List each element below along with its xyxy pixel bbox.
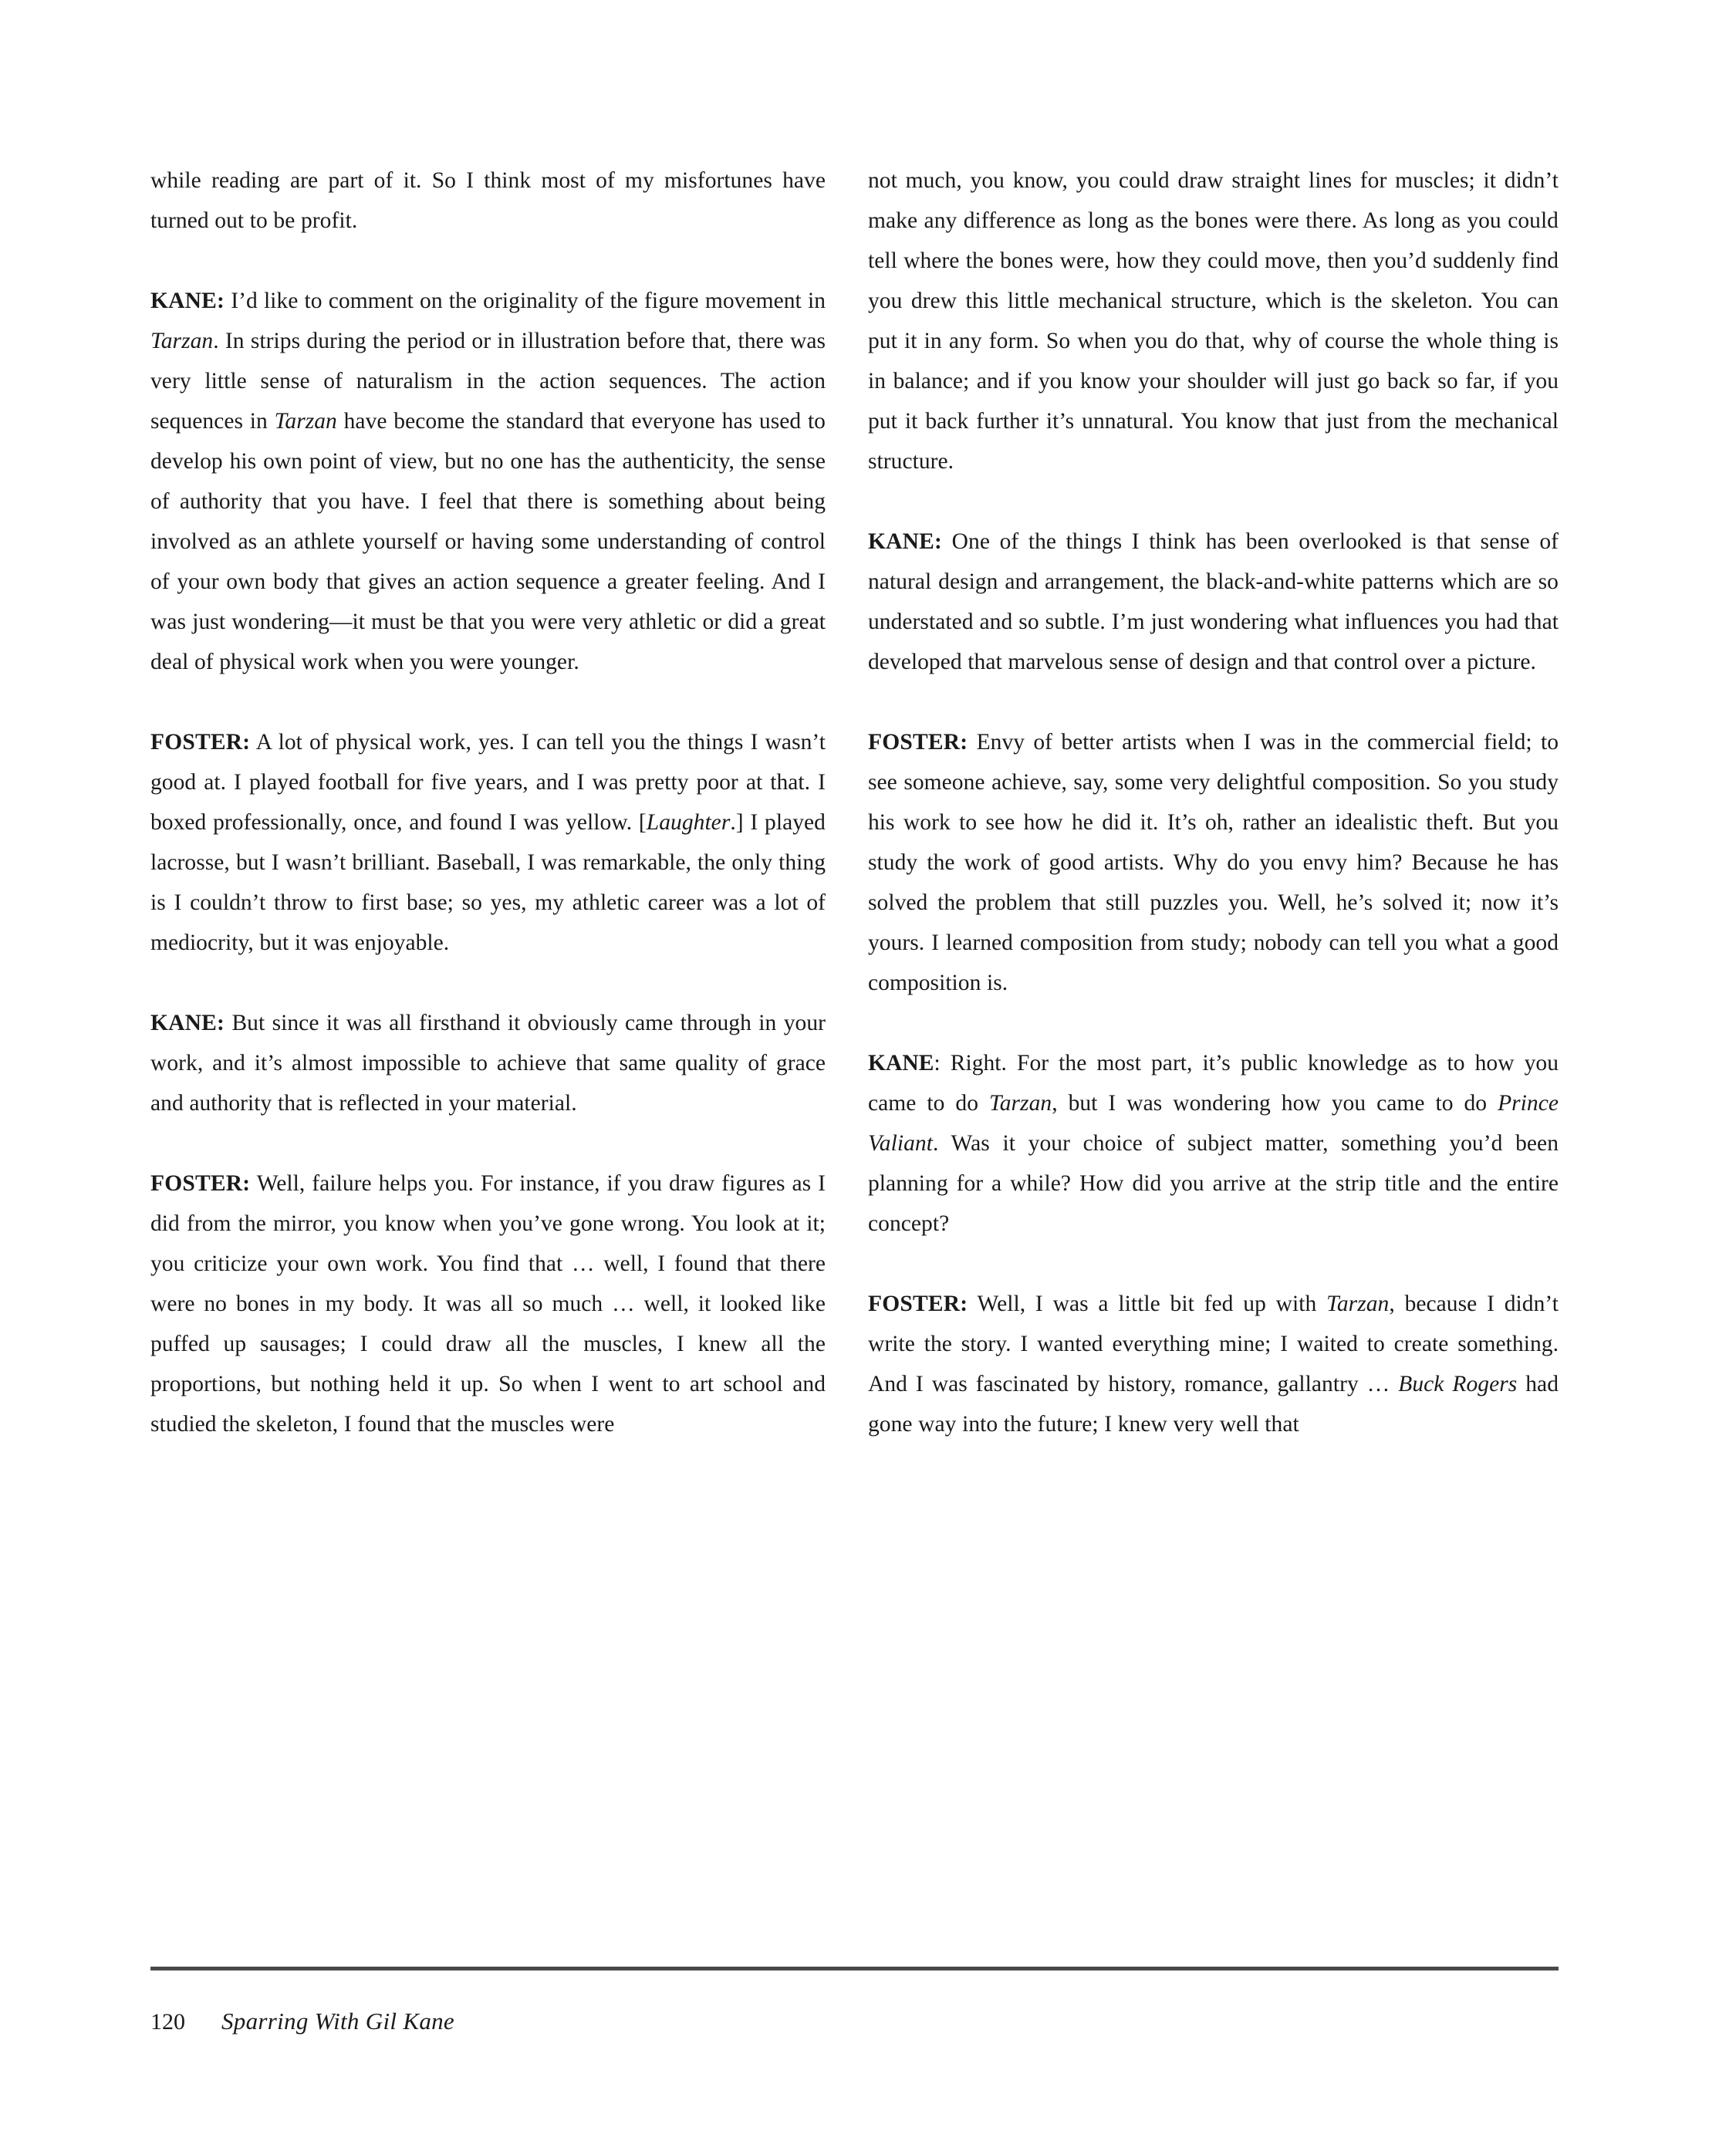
body-text: , but I was wondering how you came to do [1052, 1091, 1498, 1116]
page-footer [150, 2006, 1559, 2038]
body-text: , because I didn’t write the story. I wanted everything mine; I waited to create something. And I was fascinated by history, romance, gallantry … [868, 1292, 1559, 1396]
speaker-label: FOSTER: [150, 1171, 251, 1196]
footer-divider-rule [150, 1967, 1559, 1970]
italic-title: Tarzan [274, 409, 337, 434]
body-text: A lot of physical work, yes. I can tell you the things I wasn’t good at. I played football for five years, and I was pretty poor at that. I boxed professionally, once, and found I was yellow. [ [150, 730, 826, 835]
body-text: have become the standard that everyone has used to develop his own point of view, but no one has the authenticity, the sense of authority that you have. I feel that there is something about being involved as an athlete yourself or having some understanding of control of your own body that gives an action sequence a greater feeling. And I was just wondering—it must be that you were very athletic or did a great deal of physical work when you were younger. [150, 409, 826, 674]
body-text: But since it was all firsthand it obviously came through in your work, and it’s almost impossible to achieve that same quality of grace and authority that is reflected in your material. [150, 1011, 826, 1116]
page-number: 120 [150, 2009, 185, 2035]
body-text: I’d like to comment on the originality of the figure movement in [225, 289, 826, 313]
paragraph [868, 1043, 1559, 1244]
italic-title: Buck Rogers [1398, 1372, 1518, 1396]
body-text: . In strips during the period or in illustration before that, there was very little sense of naturalism in the action sequences. The action sequences in [150, 329, 826, 434]
page-body [150, 160, 1559, 1896]
speaker-label: KANE: [150, 289, 225, 313]
speaker-label: KANE [868, 1051, 934, 1076]
running-title: Sparring With Gil Kane [221, 2008, 454, 2035]
paragraph [150, 1163, 826, 1444]
body-text: .] I played lacrosse, but I wasn’t brilliant. Baseball, I was remarkable, the only thing is I couldn’t throw to first base; so yes, my athletic career was a lot of mediocrity, but it was enjoyable. [150, 810, 826, 955]
paragraph [150, 722, 826, 963]
paragraph [868, 522, 1559, 682]
paragraph [150, 281, 826, 682]
paragraph [868, 1284, 1559, 1444]
speaker-label: KANE: [150, 1011, 225, 1035]
body-text: while reading are part of it. So I think most of my misfortunes have turned out to be profit. [150, 168, 826, 233]
paragraph [150, 1003, 826, 1123]
italic-title: Tarzan [150, 329, 214, 353]
body-text: Envy of better artists when I was in the commercial field; to see someone achieve, say, some very delightful composition. So you study his work to see how he did it. It’s oh, rather an idealistic theft. But you study the work of good artists. Why do you envy him? Because he has solved the problem that still puzzles you. Well, he’s solved it; now it’s yours. I learned composition from study; nobody can tell you what a good composition is. [868, 730, 1559, 995]
body-text: : Right. For the most part, it’s public knowledge as to how you came to do [868, 1051, 1559, 1116]
text-column-right [868, 160, 1559, 1896]
italic-title: Laughter [646, 810, 731, 835]
paragraph [150, 160, 826, 241]
body-text: Well, failure helps you. For instance, if you draw figures as I did from the mirror, you know when you’ve gone wrong. You look at it; you criticize your own work. You find that … well, I found that there were no bones in my body. It was all so much … well, it looked like puffed up sausages; I could draw all the muscles, I knew all the proportions, but nothing held it up. So when I went to art school and studied the skeleton, I found that the muscles were [150, 1171, 826, 1437]
body-text: had gone way into the future; I knew very well that [868, 1372, 1559, 1437]
body-text: not much, you know, you could draw straight lines for muscles; it didn’t make any difference as long as the bones were there. As long as you could tell where the bones were, how they could move, then you’d suddenly find you drew this little mechanical structure, which is the skeleton. You can put it in any form. So when you do that, why of course the whole thing is in balance; and if you know your shoulder will just go back so far, if you put it back further it’s unnatural. You know that just from the mechanical structure. [868, 168, 1559, 474]
paragraph [868, 722, 1559, 1003]
italic-title: Tarzan [1326, 1292, 1390, 1316]
italic-title: Tarzan [988, 1091, 1052, 1116]
body-text: One of the things I think has been overlooked is that sense of natural design and arrangement, the black-and-white patterns which are so understated and so subtle. I’m just wondering what influences you had that developed that marvelous sense of design and that control over a picture. [868, 529, 1559, 674]
speaker-label: FOSTER: [150, 730, 251, 755]
body-text: . Was it your choice of subject matter, something you’d been planning for a while? How did you arrive at the strip title and the entire concept? [868, 1131, 1559, 1236]
speaker-label: FOSTER: [868, 730, 968, 755]
paragraph [868, 160, 1559, 481]
italic-title: Prince Valiant [868, 1091, 1559, 1156]
speaker-label: KANE: [868, 529, 943, 554]
body-text: Well, I was a little bit fed up with [968, 1292, 1327, 1316]
text-column-left [150, 160, 826, 1896]
speaker-label: FOSTER: [868, 1292, 968, 1316]
